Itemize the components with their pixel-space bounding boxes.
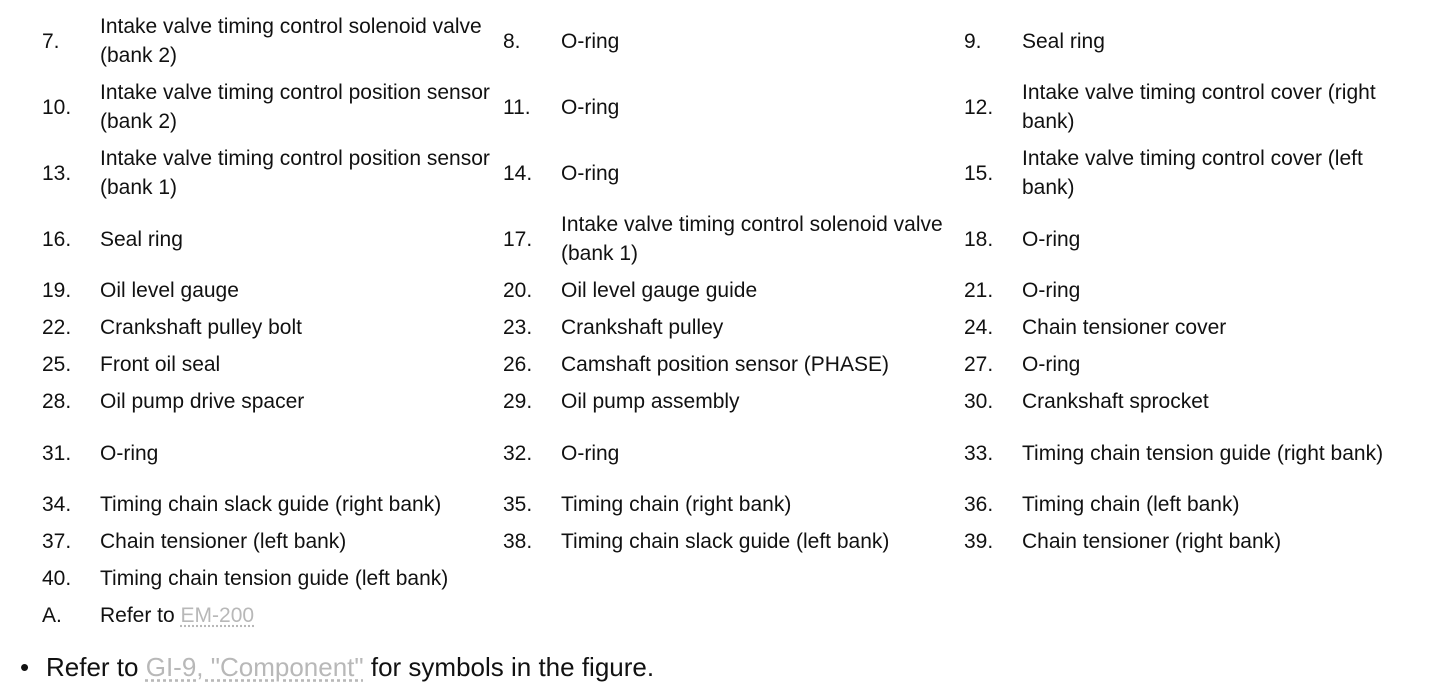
part-label: Seal ring — [100, 227, 183, 251]
part-number: 7. — [42, 29, 60, 53]
part-number: 11. — [503, 95, 531, 119]
part-number: 23. — [503, 316, 533, 339]
part-number: 24. — [964, 316, 994, 339]
legend-row — [42, 206, 1402, 272]
part-label: O-ring — [561, 95, 620, 119]
part-number: 32. — [503, 441, 533, 465]
note-a-num: A. — [42, 604, 62, 627]
part-label: O-ring — [1022, 353, 1081, 376]
part-number: 22. — [42, 316, 72, 339]
part-number: 36. — [964, 493, 994, 516]
legend-row — [42, 420, 1402, 486]
note-a-link[interactable]: EM-200 — [180, 604, 255, 627]
part-label: Oil level gauge — [100, 279, 239, 302]
part-label: Timing chain slack guide (right bank) — [100, 493, 442, 516]
part-number: 14. — [503, 161, 533, 185]
part-number: 35. — [503, 493, 533, 516]
part-label: Seal ring — [1022, 29, 1105, 53]
part-label: Timing chain (right bank) — [561, 493, 792, 516]
part-label: Front oil seal — [100, 353, 221, 376]
part-label: Oil level gauge guide — [561, 279, 758, 302]
part-label: O-ring — [100, 441, 159, 465]
part-label: Intake valve timing control cover (right bank) — [1022, 81, 1376, 133]
part-number: 28. — [42, 390, 72, 413]
note-a-text — [100, 597, 1402, 634]
legend-row — [42, 140, 1402, 206]
part-number: 29. — [503, 390, 533, 413]
legend-row — [42, 272, 1402, 309]
part-number: 38. — [503, 530, 533, 553]
part-label: O-ring — [1022, 227, 1081, 251]
legend-row — [42, 309, 1402, 346]
part-label: Chain tensioner (left bank) — [100, 530, 347, 553]
part-label: Timing chain slack guide (left bank) — [561, 530, 890, 553]
part-label: Intake valve timing control position sensor (bank 2) — [100, 81, 490, 133]
part-number: 39. — [964, 530, 994, 553]
part-label: O-ring — [561, 441, 620, 465]
part-number: 33. — [964, 441, 994, 465]
part-label: Timing chain (left bank) — [1022, 493, 1240, 516]
legend-row — [42, 560, 1402, 597]
part-label: O-ring — [1022, 279, 1081, 302]
legend-row — [42, 383, 1402, 420]
part-label: Crankshaft pulley bolt — [100, 316, 302, 339]
part-number: 17. — [503, 227, 533, 251]
part-number: 26. — [503, 353, 533, 376]
part-label: O-ring — [561, 161, 620, 185]
footer-link[interactable]: GI-9, "Component" — [145, 652, 364, 682]
note-a-body — [42, 597, 1402, 634]
part-number: 12. — [964, 95, 994, 119]
footer-suffix: for symbols in the figure. — [370, 652, 655, 682]
part-number: 20. — [503, 279, 533, 302]
legend-row — [42, 486, 1402, 523]
bullet-icon: • — [20, 652, 30, 682]
part-number: 18. — [964, 227, 994, 251]
part-number: 31. — [42, 441, 72, 465]
part-number: 21. — [964, 279, 994, 302]
legend-row — [42, 8, 1402, 74]
part-label: Oil pump drive spacer — [100, 390, 305, 413]
part-label: Camshaft position sensor (PHASE) — [561, 353, 889, 376]
part-label: Chain tensioner (right bank) — [1022, 530, 1282, 553]
part-number: 15. — [964, 161, 994, 185]
part-number: 27. — [964, 353, 994, 376]
part-number: 9. — [964, 29, 982, 53]
part-label: Intake valve timing control cover (left bank) — [1022, 147, 1363, 199]
part-number: 37. — [42, 530, 72, 553]
footer-prefix: Refer to — [46, 652, 139, 682]
part-label: O-ring — [561, 29, 620, 53]
part-number: 40. — [42, 567, 72, 590]
part-number: 34. — [42, 493, 72, 516]
part-number: 16. — [42, 227, 72, 251]
part-number: 25. — [42, 353, 72, 376]
legend-row — [42, 74, 1402, 140]
part-label: Crankshaft sprocket — [1022, 390, 1209, 413]
part-label: Intake valve timing control solenoid valve (bank 2) — [100, 15, 482, 67]
note-a-prefix: Refer to — [100, 604, 175, 627]
part-number: 8. — [503, 29, 521, 53]
part-label: Oil pump assembly — [561, 390, 740, 413]
part-label: Timing chain tension guide (left bank) — [100, 567, 449, 590]
part-label: Intake valve timing control position sensor (bank 1) — [100, 147, 490, 199]
part-number: 19. — [42, 279, 72, 302]
legend-row — [42, 523, 1402, 560]
footer-note — [20, 650, 654, 684]
part-number: 30. — [964, 390, 994, 413]
legend-row — [42, 346, 1402, 383]
part-label: Timing chain tension guide (right bank) — [1022, 441, 1384, 465]
part-label: Intake valve timing control solenoid valve (bank 1) — [561, 213, 943, 265]
part-number: 10. — [42, 95, 72, 119]
parts-legend-body — [42, 8, 1402, 597]
part-label: Crankshaft pulley — [561, 316, 724, 339]
note-a-row — [42, 597, 1402, 634]
part-label: Chain tensioner cover — [1022, 316, 1227, 339]
parts-legend-table — [42, 8, 1402, 634]
part-number: 13. — [42, 161, 72, 185]
